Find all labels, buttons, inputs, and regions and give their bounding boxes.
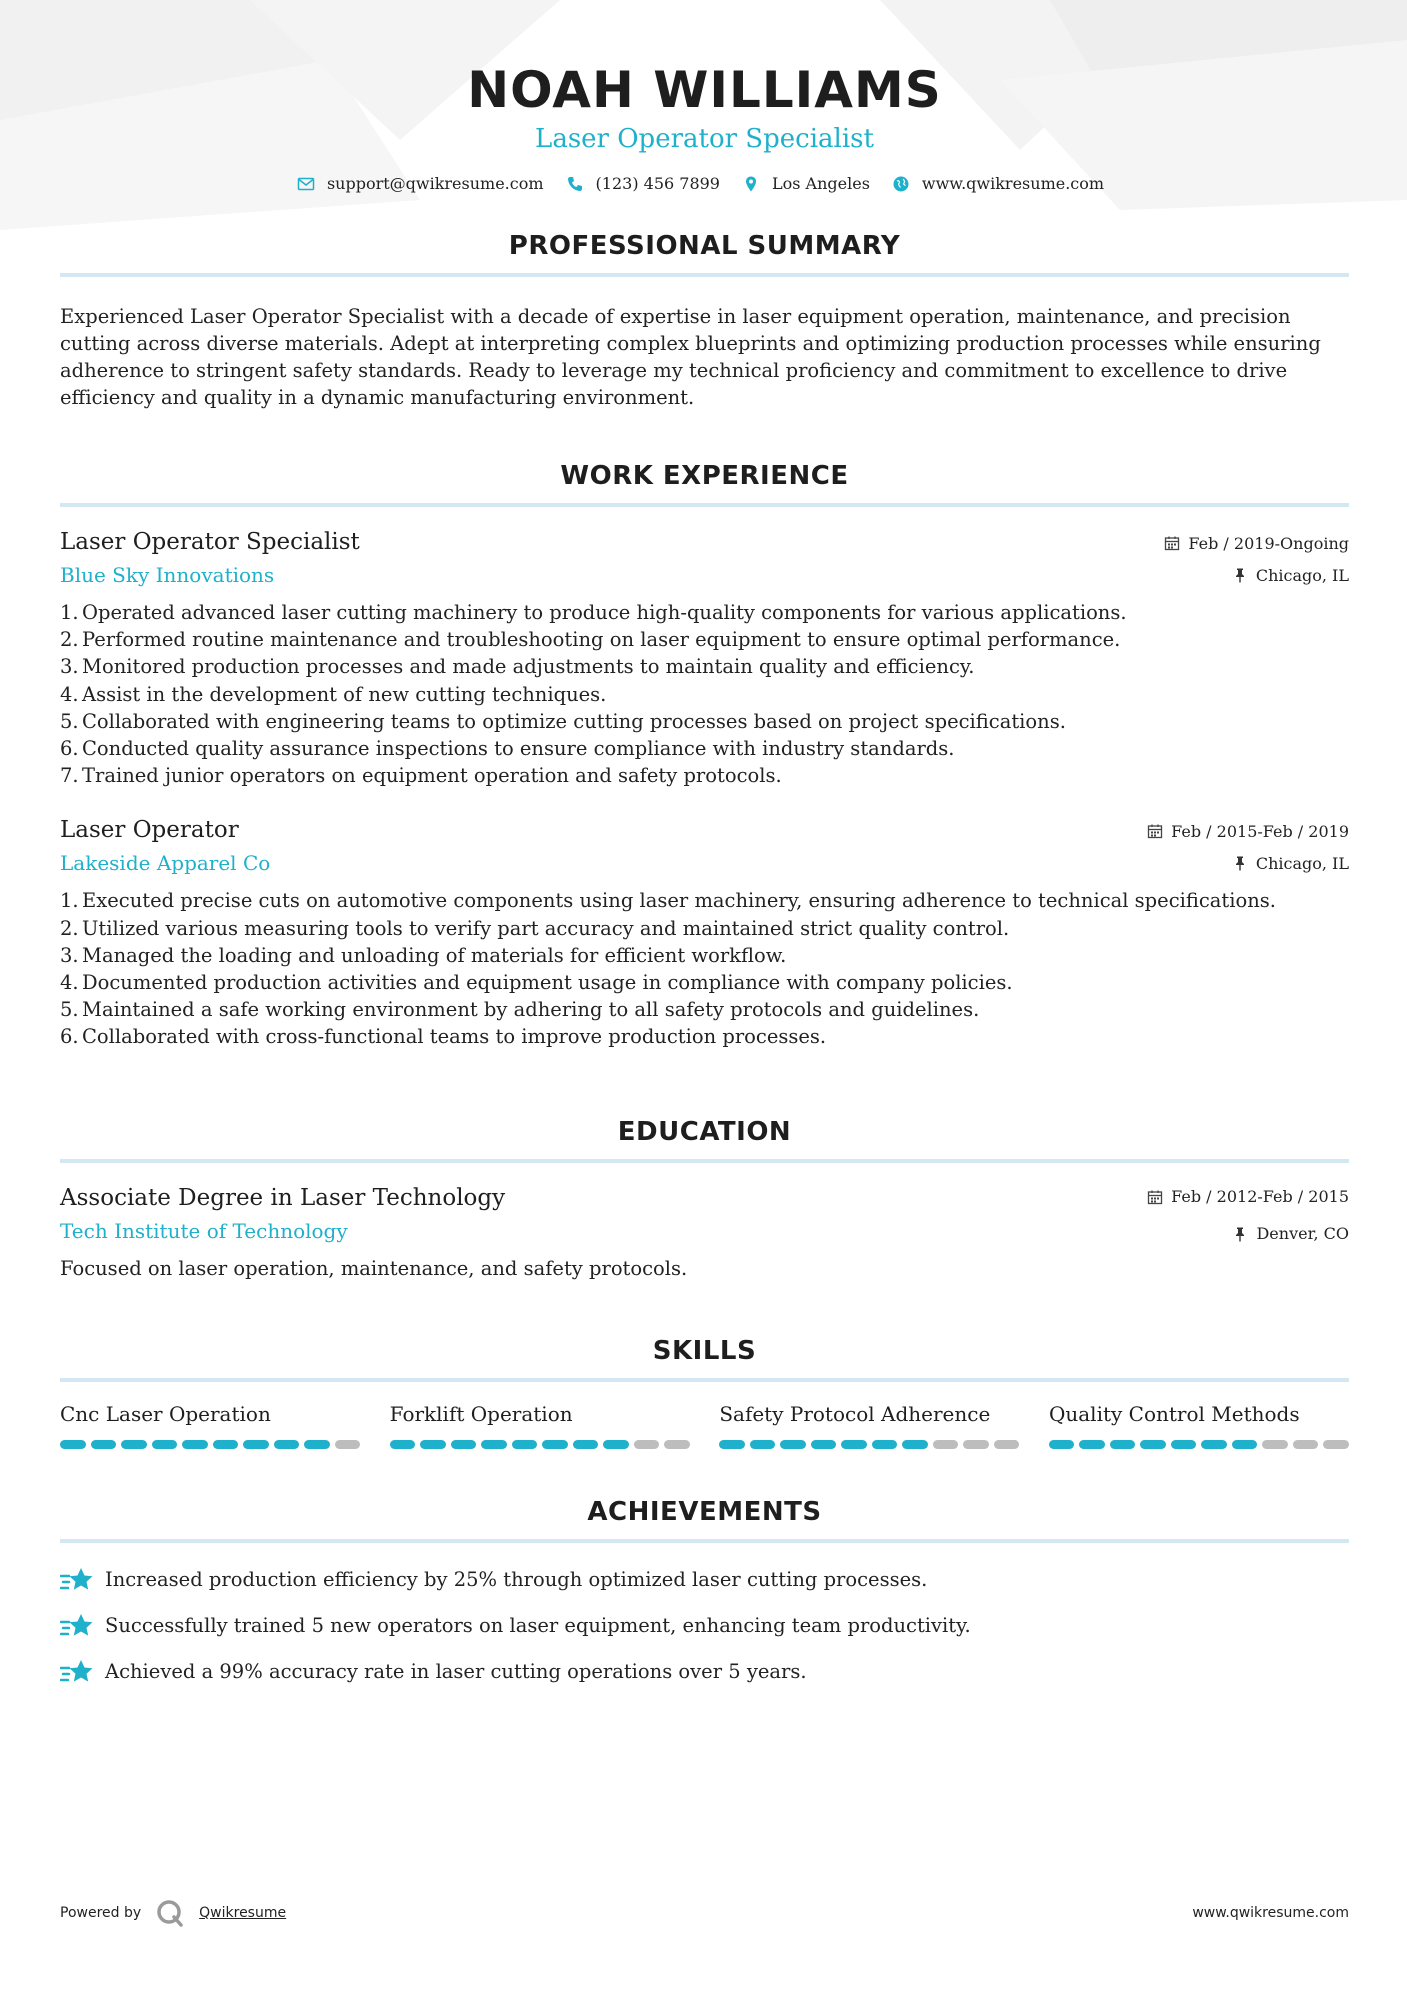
education-dates [1147, 1187, 1349, 1207]
skill-level-segment [335, 1440, 361, 1449]
achievement-text: Increased production efficiency by 25% through optimized laser cutting processes. [105, 1568, 928, 1592]
skill-level-segment [811, 1440, 837, 1449]
job-company: Blue Sky Innovations [60, 563, 275, 587]
skill-level-segment [719, 1440, 745, 1449]
skill-level-segment [420, 1440, 446, 1449]
summary-heading: PROFESSIONAL SUMMARY [508, 231, 901, 261]
education-section [60, 1117, 1349, 1280]
education-location-text: Denver, CO [1256, 1224, 1349, 1244]
list-item: 2. Performed routine maintenance and troubleshooting on laser equipment to ensure optimal performance. [60, 628, 1121, 652]
skill-level-segment [390, 1440, 416, 1449]
list-item: 4. Documented production activities and equipment usage in compliance with company policies. [60, 971, 1013, 995]
pin-icon [1232, 567, 1248, 583]
skill-level-bar [1049, 1440, 1349, 1449]
skill-level-segment [994, 1440, 1020, 1449]
skill-level-segment [243, 1440, 269, 1449]
globe-icon [892, 175, 910, 193]
job-location-text: Chicago, IL [1255, 853, 1349, 873]
list-item: 1. Executed precise cuts on automotive components using laser machinery, ensuring adherence to technical specifications. [60, 889, 1276, 913]
list-item: 3. Managed the loading and unloading of materials for efficient workflow. [60, 943, 787, 967]
job-title: Laser Operator Specialist [60, 529, 360, 555]
envelope-icon [297, 175, 315, 193]
skill-name: Quality Control Methods [1048, 1401, 1300, 1426]
job-bullets [60, 887, 1349, 1050]
shooting-star-icon [60, 1611, 94, 1641]
skill-level-segment [664, 1440, 690, 1449]
powered-by [60, 1898, 286, 1928]
skill-level-segment [121, 1440, 147, 1449]
achievement-item [60, 1611, 1349, 1641]
contact-row [60, 174, 1349, 193]
skill-name: Safety Protocol Adherence [719, 1401, 991, 1426]
job-location [1147, 853, 1349, 873]
achievements-list [60, 1565, 1349, 1687]
skill-level-segment [1171, 1440, 1197, 1449]
skill-level-bar [719, 1440, 1019, 1449]
skill-level-segment [182, 1440, 208, 1449]
list-item: 3. Monitored production processes and made adjustments to maintain quality and efficiency. [60, 655, 975, 679]
degree-title: Associate Degree in Laser Technology [60, 1184, 506, 1211]
skill-level-segment [213, 1440, 239, 1449]
education-meta [1147, 1187, 1349, 1244]
education-entry [60, 1185, 1349, 1280]
skill-level-segment [841, 1440, 867, 1449]
skill-level-segment [603, 1440, 629, 1449]
job-title: Laser Operator [60, 817, 239, 844]
powered-by-label: Powered by [60, 1905, 142, 1921]
shooting-star-icon [60, 1565, 94, 1595]
achievements-heading: ACHIEVEMENTS [587, 1496, 822, 1527]
skill-level-segment [1110, 1440, 1136, 1449]
skill-level-bar [390, 1440, 690, 1449]
calendar-icon [1164, 535, 1180, 551]
skill-item [719, 1402, 1019, 1449]
job-dates [1147, 821, 1349, 841]
list-item: 4. Assist in the development of new cutting techniques. [60, 682, 607, 706]
skill-item [390, 1402, 690, 1449]
skill-level-segment [963, 1440, 989, 1449]
experience-section [60, 461, 1349, 1051]
skills-heading: SKILLS [652, 1335, 757, 1366]
candidate-role: Laser Operator Specialist [535, 124, 874, 154]
skill-level-segment [1201, 1440, 1227, 1449]
contact-location [742, 174, 870, 193]
job-meta [1164, 533, 1349, 585]
candidate-name: NOAH WILLIAMS [467, 61, 942, 119]
skill-name: Forklift Operation [389, 1401, 573, 1426]
location-text: Los Angeles [771, 174, 870, 193]
contact-phone[interactable] [566, 174, 720, 193]
list-item: 2. Utilized various measuring tools to verify part accuracy and maintained strict quality control. [60, 916, 1010, 940]
skill-level-segment [1293, 1440, 1319, 1449]
list-item: 6. Collaborated with cross-functional teams to improve production processes. [60, 1025, 827, 1049]
job-meta [1147, 821, 1349, 873]
skill-level-segment [1079, 1440, 1105, 1449]
footer-website-link[interactable]: www.qwikresume.com [1192, 1905, 1349, 1921]
job-dates-text: Feb / 2019-Ongoing [1188, 533, 1349, 553]
experience-divider [60, 503, 1349, 507]
skill-item [60, 1402, 360, 1449]
skill-level-segment [451, 1440, 477, 1449]
skill-level-segment [902, 1440, 928, 1449]
skill-level-bar [60, 1440, 360, 1449]
skill-level-segment [1323, 1440, 1349, 1449]
skill-level-segment [1232, 1440, 1258, 1449]
shooting-star-icon [60, 1657, 94, 1687]
job-location-text: Chicago, IL [1255, 565, 1349, 585]
skills-divider [60, 1378, 1349, 1382]
achievement-item [60, 1565, 1349, 1595]
skill-level-segment [750, 1440, 776, 1449]
summary-text: Experienced Laser Operator Specialist with a decade of expertise in laser equipment operation, maintenance, and precision cutting across diverse materials. Adept at interpreting complex blueprints and optimizing production processes while ensuring adherence to stringent safety standards. Ready to leverage my technical proficiency and commitment to excellence to drive efficiency and quality in a dynamic manufacturing environment. [60, 305, 1321, 409]
phone-icon [566, 175, 584, 193]
skill-level-segment [933, 1440, 959, 1449]
skill-level-segment [152, 1440, 178, 1449]
skill-level-segment [1140, 1440, 1166, 1449]
page-footer [60, 1898, 1349, 1928]
contact-website[interactable] [892, 174, 1104, 193]
list-item: 7. Trained junior operators on equipment operation and safety protocols. [60, 764, 782, 788]
skill-level-segment [872, 1440, 898, 1449]
school-name: Tech Institute of Technology [60, 1218, 348, 1243]
skill-name: Cnc Laser Operation [60, 1401, 271, 1426]
skill-item [1049, 1402, 1349, 1449]
job-company: Lakeside Apparel Co [60, 851, 271, 876]
skill-level-segment [481, 1440, 507, 1449]
job-entry [60, 529, 1349, 789]
calendar-icon [1147, 1189, 1163, 1205]
list-item: 5. Maintained a safe working environment by adhering to all safety protocols and guidelines. [60, 998, 980, 1022]
pin-icon [1232, 855, 1248, 871]
skill-level-segment [1262, 1440, 1288, 1449]
skill-level-segment [91, 1440, 117, 1449]
skill-level-segment [274, 1440, 300, 1449]
resume-header [60, 0, 1349, 193]
calendar-icon [1147, 823, 1163, 839]
email-text: support@qwikresume.com [326, 174, 544, 193]
phone-text: (123) 456 7899 [595, 174, 720, 193]
education-description: Focused on laser operation, maintenance, and safety protocols. [60, 1256, 688, 1280]
pin-icon [1232, 1226, 1248, 1242]
experience-heading: WORK EXPERIENCE [560, 461, 849, 491]
list-item: 5. Collaborated with engineering teams to optimize cutting processes based on project specifications. [60, 709, 1066, 733]
summary-section [60, 231, 1349, 411]
achievements-divider [60, 1539, 1349, 1543]
job-dates-text: Feb / 2015-Feb / 2019 [1171, 821, 1349, 841]
skill-level-segment [573, 1440, 599, 1449]
summary-divider [60, 273, 1349, 277]
skills-section [60, 1336, 1349, 1449]
job-entry [60, 817, 1349, 1050]
education-divider [60, 1159, 1349, 1163]
qwikresume-link[interactable]: Qwikresume [199, 1905, 287, 1921]
skill-level-segment [542, 1440, 568, 1449]
achievement-text: Successfully trained 5 new operators on laser equipment, enhancing team productivity. [105, 1614, 971, 1638]
list-item: 6. Conducted quality assurance inspections to ensure compliance with industry standards. [60, 737, 955, 761]
skill-level-segment [304, 1440, 330, 1449]
skill-level-segment [512, 1440, 538, 1449]
resume-page [60, 0, 1349, 1687]
job-dates [1164, 533, 1349, 553]
skill-level-segment [60, 1440, 86, 1449]
job-location [1164, 565, 1349, 585]
skill-level-segment [780, 1440, 806, 1449]
job-bullets [60, 599, 1349, 789]
qwikresume-logo-icon [155, 1898, 185, 1928]
achievement-item [60, 1657, 1349, 1687]
achievement-text: Achieved a 99% accuracy rate in laser cutting operations over 5 years. [105, 1660, 807, 1684]
achievements-section [60, 1497, 1349, 1687]
education-dates-text: Feb / 2012-Feb / 2015 [1171, 1187, 1349, 1207]
contact-email[interactable] [297, 174, 544, 193]
skill-level-segment [634, 1440, 660, 1449]
skills-row [60, 1402, 1349, 1449]
website-text: www.qwikresume.com [921, 174, 1105, 193]
skill-level-segment [1049, 1440, 1075, 1449]
map-marker-icon [742, 175, 760, 193]
education-heading: EDUCATION [617, 1116, 792, 1147]
education-location [1147, 1224, 1349, 1244]
list-item: 1. Operated advanced laser cutting machinery to produce high-quality components for various applications. [60, 601, 1127, 624]
